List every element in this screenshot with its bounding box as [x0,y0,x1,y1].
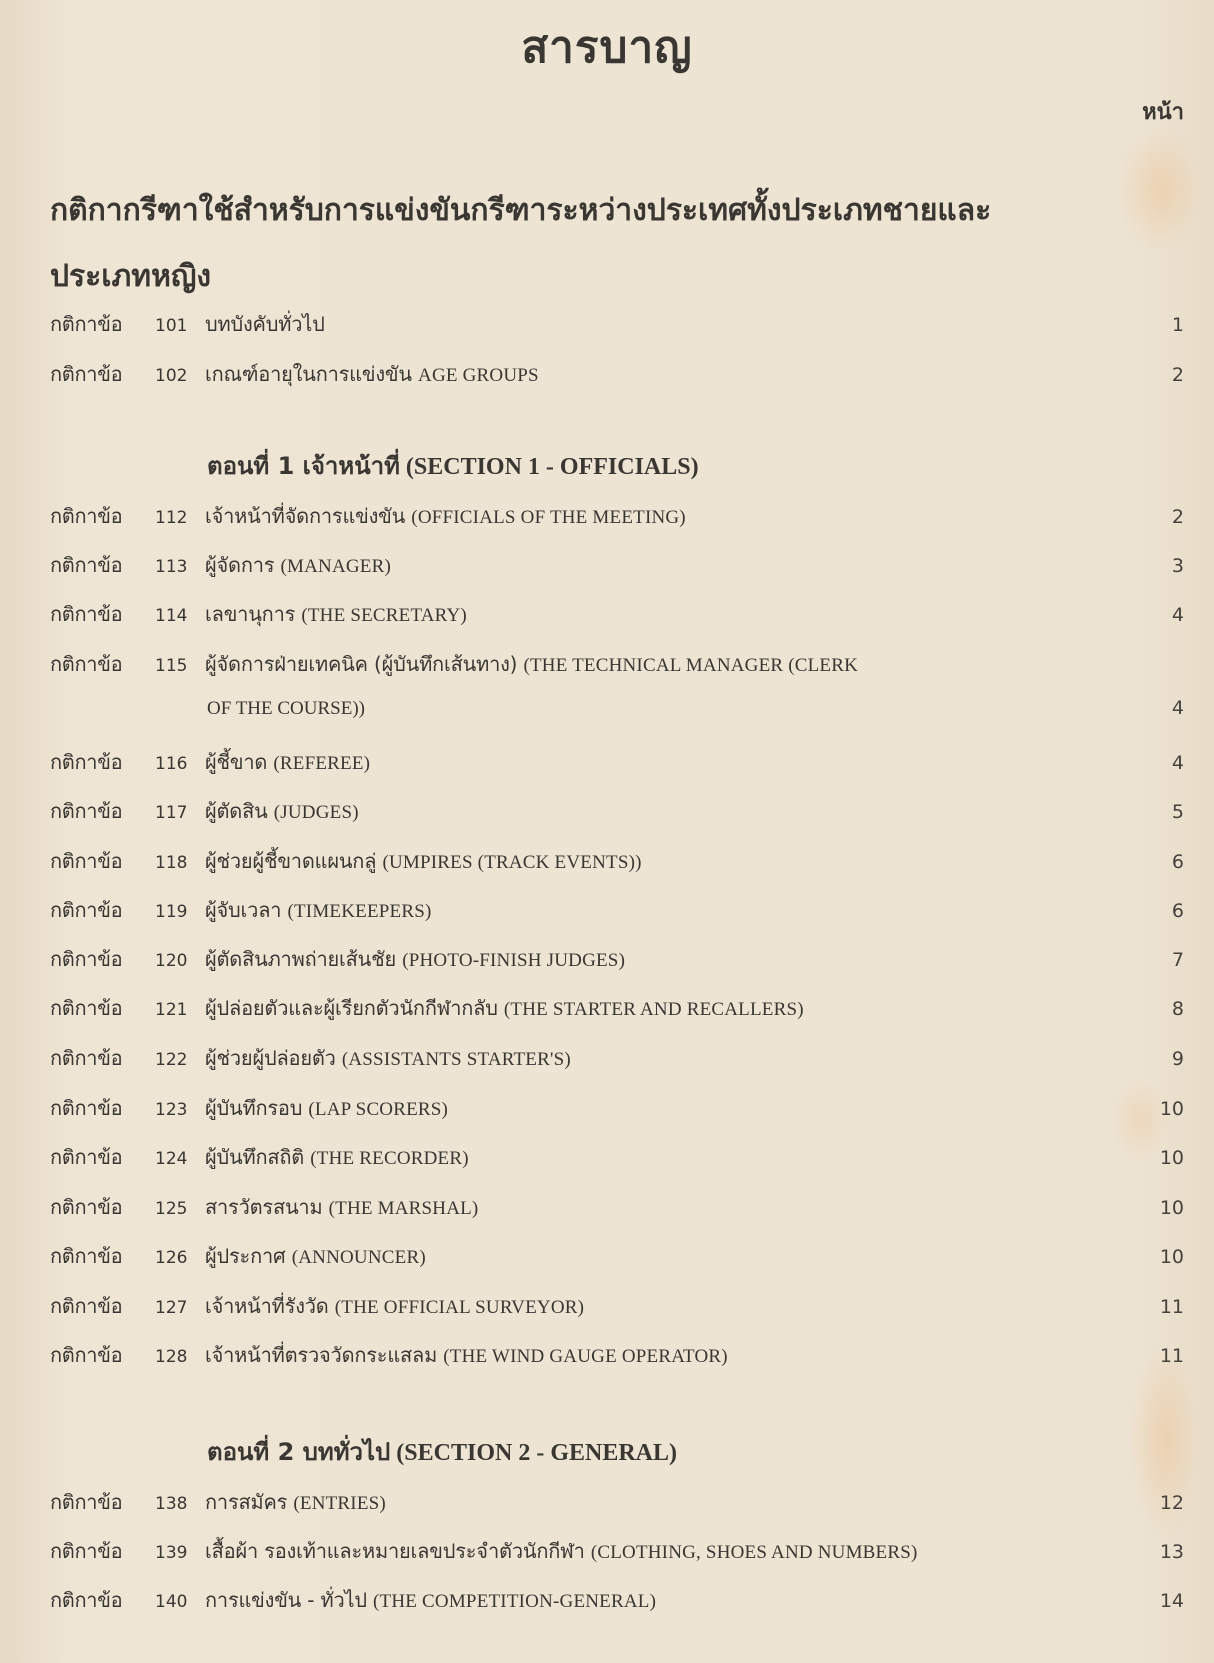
toc-entry-101 [50,308,1184,338]
page-number: 14 [1159,1590,1184,1612]
page-number: 3 [1171,555,1184,577]
rule-number: 125 [155,1199,188,1219]
rule-title: เสื้อผ้า รองเท้าและหมายเลขประจำตัวนักกีฬา (CLOTHING, SHOES AND NUMBERS) [205,1539,918,1563]
rule-number: 119 [155,902,188,922]
toc-entry-114 [50,598,1184,628]
toc-entry-125 [50,1191,1184,1221]
toc-entry-119 [50,894,1184,924]
toc-entry-102 [50,358,1184,388]
toc-entry-127 [50,1290,1184,1320]
toc-entry-118 [50,845,1184,875]
rule-label: กติกาข้อ [50,849,123,873]
page-number: 12 [1159,1492,1184,1514]
rule-title: การแข่งขัน - ทั่วไป (THE COMPETITION-GENERAL) [205,1588,657,1612]
rule-label: กติกาข้อ [50,362,123,386]
rule-number: 124 [155,1149,188,1169]
rule-number: 123 [155,1100,188,1120]
page-number: 4 [1171,604,1184,626]
page-number: 7 [1171,949,1184,971]
page-number: 2 [1171,364,1184,386]
toc-entry-128 [50,1339,1184,1369]
page-number: 13 [1159,1541,1184,1563]
toc-entry-115-continuation [207,697,1184,720]
page-number: 10 [1159,1098,1184,1120]
rule-title: บทบังคับทั่วไป [205,312,325,336]
rule-number: 140 [155,1592,188,1612]
rule-number: 113 [155,557,188,577]
page-number: 8 [1171,998,1184,1020]
page-number: 4 [1171,752,1184,774]
rule-title: ผู้จัดการฝ่ายเทคนิค (ผู้บันทึกเส้นทาง) (THE TECHNICAL MANAGER (CLERK [205,652,859,676]
page-number: 6 [1171,900,1184,922]
rule-title: เจ้าหน้าที่รังวัด (THE OFFICIAL SURVEYOR) [205,1294,585,1318]
rule-label: กติกาข้อ [50,504,123,528]
rule-title: เกณฑ์อายุในการแข่งขัน AGE GROUPS [205,362,539,386]
page-number: 10 [1159,1246,1184,1268]
rule-number: 118 [155,853,188,873]
rule-number: 127 [155,1298,188,1318]
rule-number: 115 [155,656,188,676]
rule-number: 121 [155,1000,188,1020]
toc-entry-117 [50,795,1184,825]
rule-title: ผู้ปล่อยตัวและผู้เรียกตัวนักกีฬากลับ (THE STARTER AND RECALLERS) [205,996,804,1020]
toc-entry-121 [50,992,1184,1022]
rule-number: 138 [155,1494,188,1514]
rule-title: ผู้ช่วยผู้ปล่อยตัว (ASSISTANTS STARTER'S) [205,1046,571,1070]
rule-number: 117 [155,803,188,823]
rule-title: สารวัตรสนาม (THE MARSHAL) [205,1195,479,1219]
toc-entry-122 [50,1042,1184,1072]
section-2-heading: ตอนที่ 2 บททั่วไป (SECTION 2 - GENERAL) [207,1438,677,1466]
page-number: 6 [1171,851,1184,873]
rule-number: 128 [155,1347,188,1367]
rule-label: กติกาข้อ [50,1244,123,1268]
main-heading [50,178,1130,310]
toc-entry-138 [50,1486,1184,1516]
toc-entry-116 [50,746,1184,776]
rule-label: กติกาข้อ [50,1145,123,1169]
rule-label: กติกาข้อ [50,996,123,1020]
rule-label: กติกาข้อ [50,1588,123,1612]
rule-number: 126 [155,1248,188,1268]
toc-entry-139 [50,1535,1184,1565]
rule-title: เจ้าหน้าที่จัดการแข่งขัน (OFFICIALS OF THE MEETING) [205,504,686,528]
rule-number: 102 [155,366,188,386]
rule-number: 122 [155,1050,188,1070]
rule-number: 112 [155,508,188,528]
rule-label: กติกาข้อ [50,602,123,626]
rule-label: กติกาข้อ [50,1294,123,1318]
rule-label: กติกาข้อ [50,1490,123,1514]
rule-title: ผู้ตัดสิน (JUDGES) [205,799,359,823]
rule-title: ผู้ตัดสินภาพถ่ายเส้นชัย (PHOTO-FINISH JUDGES) [205,947,626,971]
page-number: 11 [1159,1345,1184,1367]
page-column-label: หน้า [1142,100,1184,125]
toc-entry-112 [50,500,1184,530]
rule-title-continuation: OF THE COURSE)) [207,698,365,719]
page-number: 10 [1159,1197,1184,1219]
rule-label: กติกาข้อ [50,898,123,922]
toc-entry-115 [50,648,1184,678]
rule-label: กติกาข้อ [50,1046,123,1070]
rule-number: 114 [155,606,188,626]
page-number: 11 [1159,1296,1184,1318]
page-number: 10 [1159,1147,1184,1169]
rule-title: ผู้บันทึกสถิติ (THE RECORDER) [205,1145,469,1169]
page-number: 4 [1171,697,1184,719]
rule-label: กติกาข้อ [50,1195,123,1219]
rule-label: กติกาข้อ [50,1343,123,1367]
rule-title: ผู้จัดการ (MANAGER) [205,553,391,577]
rule-label: กติกาข้อ [50,947,123,971]
rule-label: กติกาข้อ [50,312,123,336]
rule-label: กติกาข้อ [50,799,123,823]
toc-entry-120 [50,943,1184,973]
toc-entry-113 [50,549,1184,579]
rule-title: การสมัคร (ENTRIES) [205,1490,386,1514]
rule-title: เลขานุการ (THE SECRETARY) [205,602,467,626]
rule-title: ผู้บันทึกรอบ (LAP SCORERS) [205,1096,449,1120]
toc-entry-124 [50,1141,1184,1171]
rule-label: กติกาข้อ [50,652,123,676]
page-number: 5 [1171,801,1184,823]
rule-number: 116 [155,754,188,774]
page-number: 9 [1171,1048,1184,1070]
rule-label: กติกาข้อ [50,1539,123,1563]
toc-entry-123 [50,1092,1184,1122]
page-number: 2 [1171,506,1184,528]
page-number: 1 [1171,314,1184,336]
toc-entry-140 [50,1584,1184,1614]
rule-title: ผู้ประกาศ (ANNOUNCER) [205,1244,426,1268]
rule-number: 101 [155,316,188,336]
toc-entry-126 [50,1240,1184,1270]
rule-title: ผู้ช่วยผู้ชี้ขาดแผนกลู่ (UMPIRES (TRACK EVENTS)) [205,849,642,873]
rule-title: เจ้าหน้าที่ตรวจวัดกระแสลม (THE WIND GAUGE OPERATOR) [205,1343,728,1367]
rule-number: 120 [155,951,188,971]
rule-title: ผู้จับเวลา (TIMEKEEPERS) [205,898,432,922]
main-heading-line-1: กติกากรีฑาใช้สำหรับการแข่งขันกรีฑาระหว่างประเทศทั้งประเภทชายและ [50,193,992,228]
rule-label: กติกาข้อ [50,553,123,577]
main-heading-line-2: ประเภทหญิง [50,259,212,294]
rule-title: ผู้ชี้ขาด (REFEREE) [205,750,371,774]
rule-label: กติกาข้อ [50,750,123,774]
rule-number: 139 [155,1543,188,1563]
rule-label: กติกาข้อ [50,1096,123,1120]
section-1-heading: ตอนที่ 1 เจ้าหน้าที่ (SECTION 1 - OFFICIALS) [207,452,699,480]
page-title: สารบาญ [521,22,693,73]
